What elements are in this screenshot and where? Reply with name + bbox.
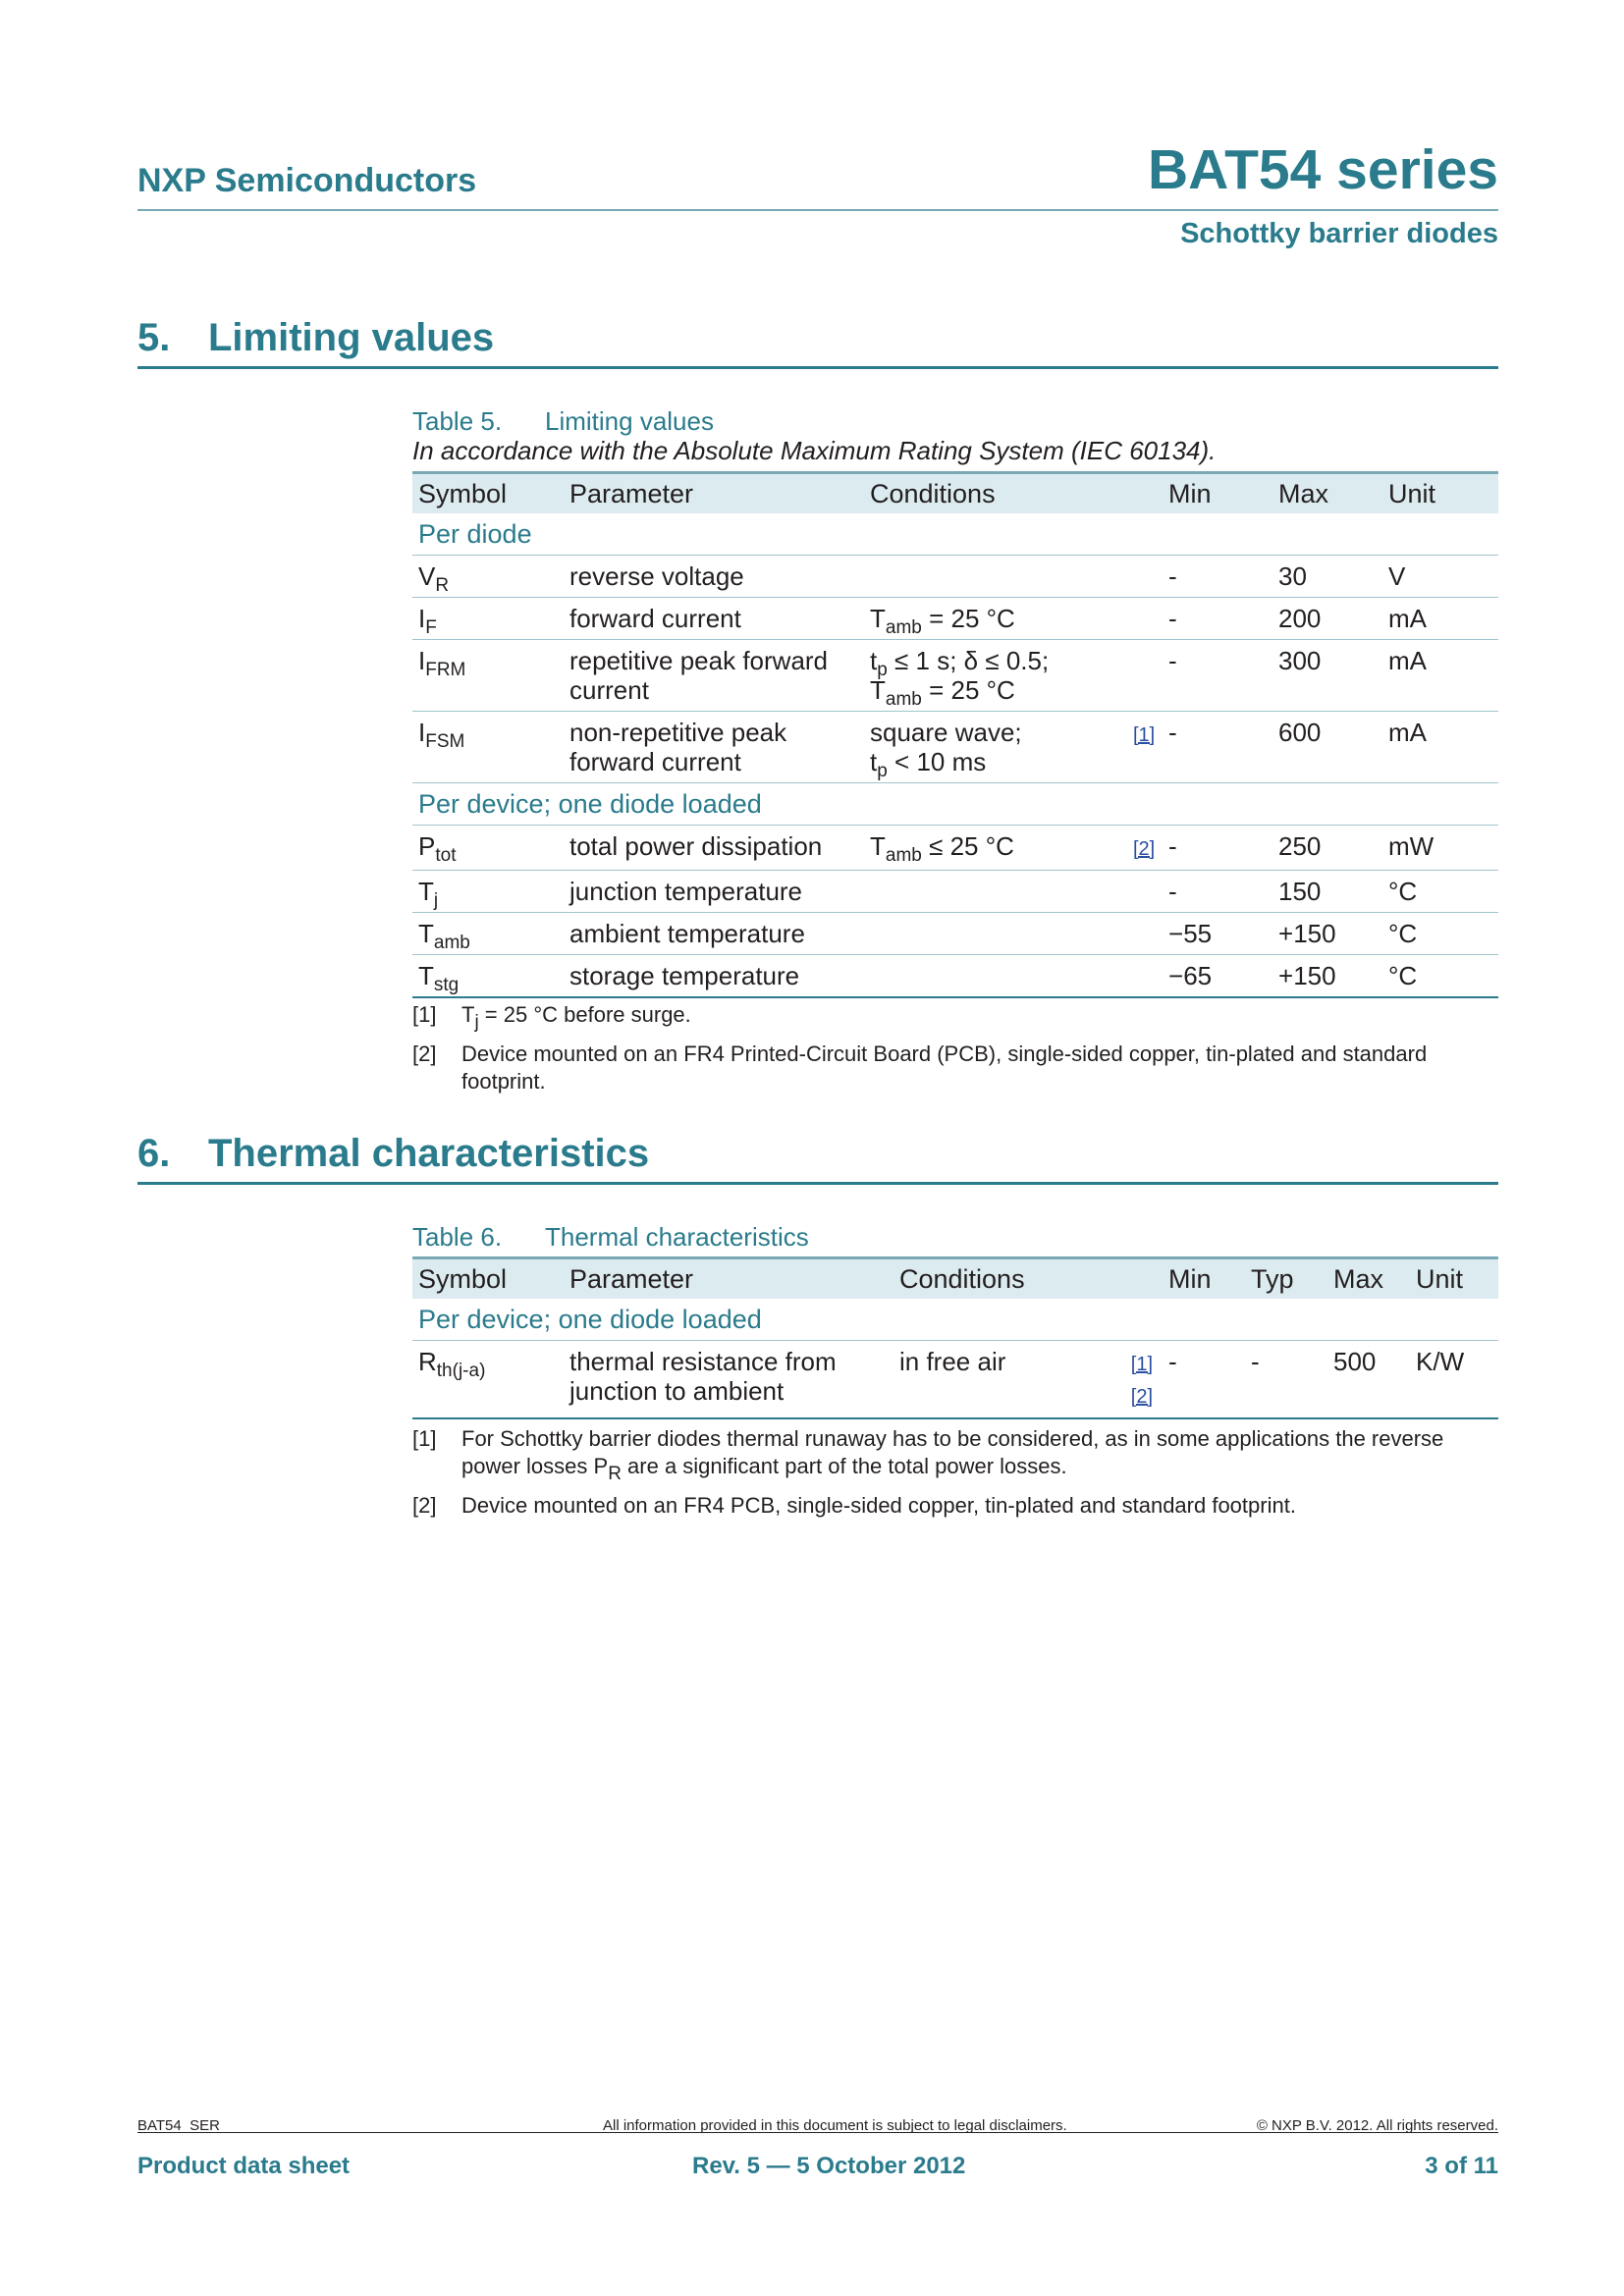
table-row [412, 871, 1498, 913]
footnote-text: Device mounted on an FR4 PCB, single-sided copper, tin-plated and standard footprint. [461, 1493, 1296, 1518]
reference-cell [1127, 640, 1163, 712]
reference-cell [1127, 871, 1163, 913]
parameter-cell: ambient temperature [564, 913, 864, 955]
min-cell: - [1163, 556, 1272, 598]
section-6-heading [137, 1132, 1498, 1185]
footnote-link[interactable]: [1][2] [1130, 1354, 1154, 1408]
min-cell: −55 [1163, 913, 1272, 955]
group-label: Per device; one diode loaded [412, 1299, 1498, 1341]
product-subtitle: Schottky barrier diodes [1180, 218, 1498, 249]
parameter-cell: forward current [564, 598, 864, 640]
reference-cell [1127, 913, 1163, 955]
col-header: Min [1163, 473, 1272, 514]
max-cell: 30 [1272, 556, 1382, 598]
table-header-row [412, 1258, 1498, 1300]
parameter-cell: thermal resistance from junction to ambient [564, 1341, 893, 1419]
footnote-text: Device mounted on an FR4 Printed-Circuit Board (PCB), single-sided copper, tin-plated and standard footprint. [461, 1041, 1428, 1094]
col-header: Parameter [564, 1258, 893, 1300]
parameter-cell: reverse voltage [564, 556, 864, 598]
section-6-number: 6. [137, 1132, 171, 1175]
parameter-cell: junction temperature [564, 871, 864, 913]
max-cell: 300 [1272, 640, 1382, 712]
min-cell: - [1163, 712, 1272, 783]
table-row [412, 826, 1498, 871]
conditions-cell: $t_p \le 1$ s; δ ≤ 0.5; $T_{amb} = 25$ °C [864, 640, 1127, 712]
footer-revision: Rev. 5 — 5 October 2012 [692, 2153, 966, 2179]
unit-cell: °C [1382, 913, 1498, 955]
table-6-caption [412, 1222, 809, 1253]
col-header: Symbol [412, 473, 564, 514]
table-row [412, 712, 1498, 783]
footnote-link[interactable]: [2] [1133, 838, 1156, 860]
max-cell: 150 [1272, 871, 1382, 913]
table-row [412, 955, 1498, 998]
min-cell: - [1163, 598, 1272, 640]
col-header: Max [1272, 473, 1382, 514]
footnote-link[interactable]: [1] [1133, 724, 1156, 746]
table-5-footnote-2 [412, 1041, 1498, 1095]
section-5-title: Limiting values [208, 316, 495, 359]
unit-cell: mA [1382, 598, 1498, 640]
symbol-cell: $T_{stg}$ [412, 955, 564, 998]
footer-doc-id: BAT54_SER [137, 2117, 220, 2134]
col-header: Parameter [564, 473, 864, 514]
min-cell: −65 [1163, 955, 1272, 998]
conditions-cell: square wave; $t_p < 10$ ms [864, 712, 1127, 783]
table-row [412, 640, 1498, 712]
col-header: Unit [1382, 473, 1498, 514]
footnote-label: [2] [412, 1493, 437, 1518]
typ-cell: - [1245, 1341, 1327, 1419]
footnote-text: $T_j = 25$ °C before surge. [461, 1002, 691, 1033]
reference-cell [1127, 955, 1163, 998]
conditions-cell [864, 955, 1127, 998]
table-header-row [412, 473, 1498, 514]
unit-cell: K/W [1410, 1341, 1498, 1419]
min-cell: - [1163, 826, 1272, 871]
group-label: Per device; one diode loaded [412, 783, 1498, 826]
footnote-label: [2] [412, 1041, 437, 1066]
min-cell: - [1163, 871, 1272, 913]
symbol-cell: $I_{FSM}$ [412, 712, 564, 783]
group-row-per-diode [412, 513, 1498, 556]
symbol-cell: $T_j$ [412, 871, 564, 913]
table-row [412, 1341, 1498, 1419]
col-header: Min [1163, 1258, 1245, 1300]
header-rule [137, 209, 1498, 211]
group-row-per-device [412, 783, 1498, 826]
parameter-cell: storage temperature [564, 955, 864, 998]
footnote-text: For Schottky barrier diodes thermal runaway has to be considered, as in some applications the reverse power losses $P_R$ are a significant part of the total power losses. [461, 1426, 1444, 1484]
conditions-cell: $T_{amb} = 25$ °C [864, 598, 1127, 640]
max-cell: 250 [1272, 826, 1382, 871]
footer-doc-type: Product data sheet [137, 2153, 351, 2179]
symbol-cell: $T_{amb}$ [412, 913, 564, 955]
col-header: Conditions [893, 1258, 1163, 1300]
table-row [412, 598, 1498, 640]
footnote-label: [1] [412, 1002, 437, 1027]
max-cell: 500 [1327, 1341, 1410, 1419]
section-5-heading [137, 316, 1498, 369]
unit-cell: mW [1382, 826, 1498, 871]
table-5-description: In accordance with the Absolute Maximum Rating System (IEC 60134). [412, 436, 1217, 465]
footer-disclaimer: All information provided in this document is subject to legal disclaimers. [603, 2117, 1067, 2134]
table-row [412, 556, 1498, 598]
reference-cell [1127, 826, 1163, 871]
section-5-number: 5. [137, 316, 171, 359]
group-row-per-device [412, 1299, 1498, 1341]
reference-cell [1127, 712, 1163, 783]
symbol-cell: $V_R$ [412, 556, 564, 598]
reference-cell [1108, 1341, 1163, 1419]
max-cell: 200 [1272, 598, 1382, 640]
conditions-cell [864, 556, 1127, 598]
footer-page-number: 3 of 11 [1425, 2153, 1498, 2179]
product-title: BAT54 series [1148, 138, 1498, 201]
col-header: Typ [1245, 1258, 1327, 1300]
conditions-cell [864, 913, 1127, 955]
conditions-cell: $T_{amb} \le 25$ °C [864, 826, 1127, 871]
parameter-cell: repetitive peak forward current [564, 640, 864, 712]
max-cell: +150 [1272, 955, 1382, 998]
min-cell: - [1163, 640, 1272, 712]
parameter-cell: non-repetitive peak forward current [564, 712, 864, 783]
max-cell: +150 [1272, 913, 1382, 955]
footnote-label: [1] [412, 1426, 437, 1451]
table-5-footnote-1 [412, 1001, 1498, 1033]
unit-cell: V [1382, 556, 1498, 598]
col-header: Unit [1410, 1258, 1498, 1300]
max-cell: 600 [1272, 712, 1382, 783]
col-header: Conditions [864, 473, 1163, 514]
unit-cell: mA [1382, 712, 1498, 783]
unit-cell: °C [1382, 871, 1498, 913]
parameter-cell: total power dissipation [564, 826, 864, 871]
table-6-footnote-1 [412, 1425, 1498, 1484]
reference-cell [1127, 556, 1163, 598]
conditions-cell: in free air [893, 1341, 1108, 1419]
table-6-number: Table 6. [412, 1222, 503, 1252]
thermal-characteristics-table [412, 1256, 1498, 1419]
unit-cell: °C [1382, 955, 1498, 998]
table-5-caption [412, 406, 714, 437]
section-6-title: Thermal characteristics [208, 1132, 650, 1175]
col-header: Max [1327, 1258, 1410, 1300]
table-5-number: Table 5. [412, 406, 503, 436]
symbol-cell: $I_{FRM}$ [412, 640, 564, 712]
min-cell: - [1163, 1341, 1245, 1419]
group-label: Per diode [412, 513, 1498, 556]
limiting-values-table [412, 471, 1498, 998]
footer-rule [137, 2132, 1498, 2133]
footer-copyright: © NXP B.V. 2012. All rights reserved. [1256, 2117, 1498, 2134]
conditions-cell [864, 871, 1127, 913]
table-5-title: Limiting values [545, 406, 714, 436]
reference-cell [1127, 598, 1163, 640]
company-name: NXP Semiconductors [137, 162, 477, 199]
table-6-title: Thermal characteristics [545, 1222, 809, 1252]
col-header: Symbol [412, 1258, 564, 1300]
symbol-cell: $R_{th(j-a)}$ [412, 1341, 564, 1419]
symbol-cell: $P_{tot}$ [412, 826, 564, 871]
table-6-footnote-2 [412, 1492, 1498, 1520]
symbol-cell: $I_F$ [412, 598, 564, 640]
table-row [412, 913, 1498, 955]
unit-cell: mA [1382, 640, 1498, 712]
